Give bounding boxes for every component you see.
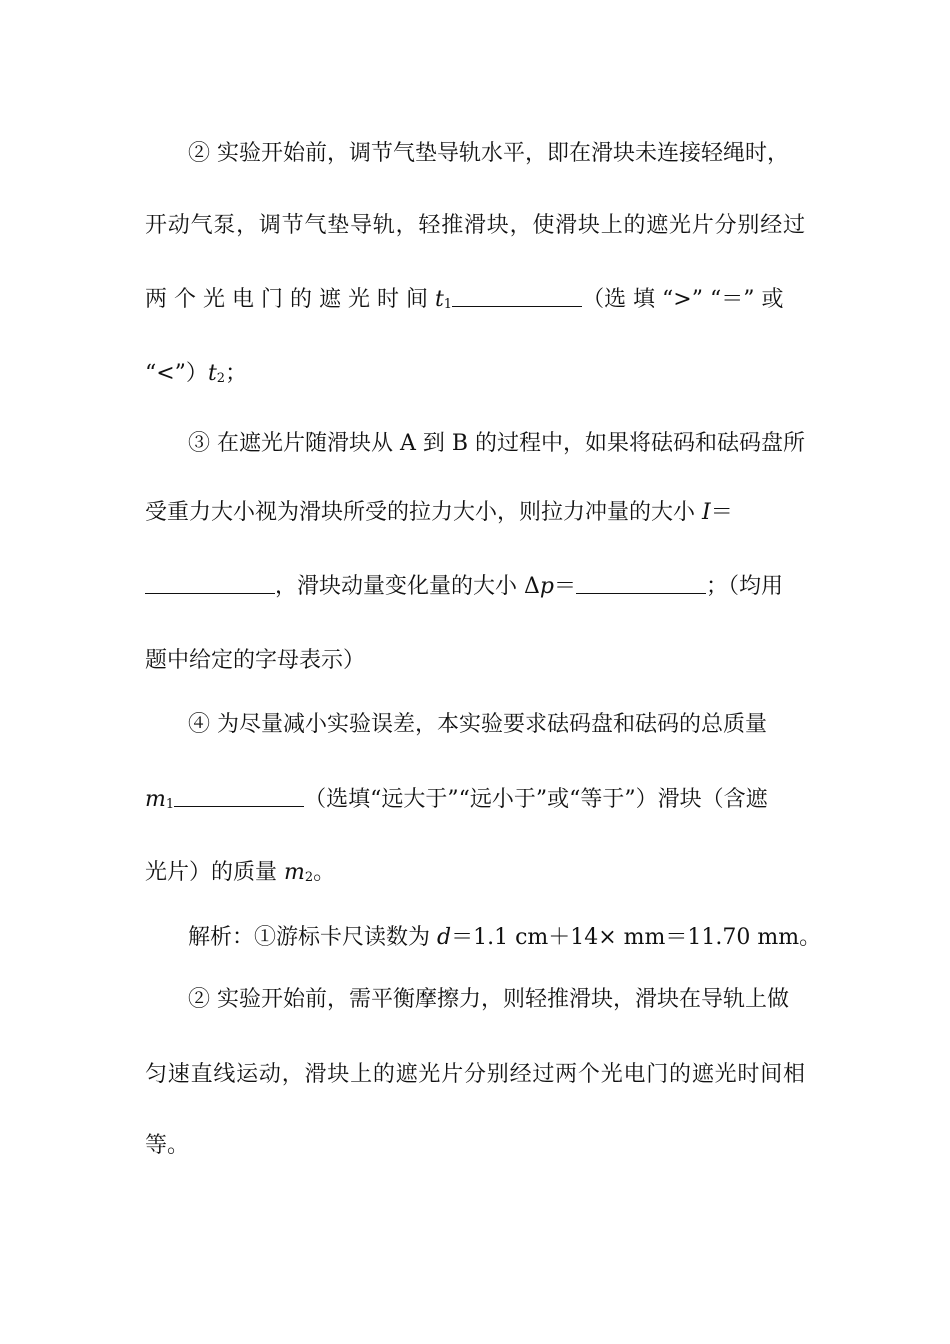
p2-line-1: ② 实验开始前，调节气垫导轨水平，即在滑块未连接轻绳时，	[188, 141, 789, 166]
p4-line-1: ④ 为尽量减小实验误差，本实验要求砝码盘和砝码的总质量	[188, 712, 767, 737]
p3-line-2	[145, 496, 805, 530]
answer-blank-momentum[interactable]	[576, 571, 706, 594]
p4-line-2-text: （选填“远大于”“远小于”或“等于”）滑块（含遮	[304, 787, 768, 812]
var-I: I	[702, 500, 711, 525]
p2-line-3-options: （选 填 “>” “＝” 或	[582, 287, 784, 312]
answer-blank-impulse[interactable]	[145, 571, 275, 594]
solution-reading: ＝1.1 cm＋14× mm＝11.70 mm。	[451, 925, 822, 950]
answer-blank-mass[interactable]	[174, 784, 304, 807]
p2-line-4-option: “<”）	[145, 361, 208, 386]
var-m1: m	[145, 787, 166, 812]
equals-sign: ＝	[553, 574, 576, 599]
p2-line-4	[145, 357, 805, 391]
answer-blank-t[interactable]	[452, 284, 582, 307]
var-d: d	[437, 925, 452, 950]
var-t2: t	[207, 361, 217, 386]
solution-line-3: 匀速直线运动，滑块上的遮光片分别经过两个光电门的遮光时间相	[145, 1062, 805, 1087]
p4-line-3-text: 光片）的质量	[145, 860, 284, 885]
p4-line-2	[145, 783, 805, 817]
p4-line-3-end: 。	[313, 860, 336, 885]
solution-line-1	[188, 921, 822, 955]
p2-line-3-text: 两 个 光 电 门 的 遮 光 时 间	[145, 287, 435, 312]
solution-line-2: ② 实验开始前，需平衡摩擦力，则轻推滑块，滑块在导轨上做	[188, 987, 789, 1012]
var-t1: t	[434, 287, 444, 312]
p3-line-3-end: ；（均用	[706, 574, 784, 599]
subscript-1: 1	[443, 297, 453, 312]
p4-line-3	[145, 856, 805, 890]
solution-line-4: 等。	[145, 1133, 190, 1158]
p3-line-1: ③ 在遮光片随滑块从 A 到 B 的过程中，如果将砝码和砝码盘所	[188, 431, 806, 456]
p3-line-2-text: 受重力大小视为滑块所受的拉力大小，则拉力冲量的大小	[145, 500, 702, 525]
subscript-1: 1	[165, 797, 175, 812]
var-m2: m	[284, 860, 305, 885]
solution-label: 解析：①游标卡尺读数为	[188, 925, 437, 950]
subscript-2: 2	[216, 371, 226, 386]
p3-line-3	[145, 570, 805, 604]
subscript-2: 2	[304, 870, 314, 885]
var-p: p	[539, 574, 554, 599]
p3-line-4: 题中给定的字母表示）	[145, 648, 366, 673]
p3-line-3-text: ，滑块动量变化量的大小 Δ	[275, 574, 540, 599]
equals-sign: ＝	[710, 500, 733, 525]
p2-line-4-end: ；	[225, 361, 248, 386]
p2-line-2: 开动气泵，调节气垫导轨，轻推滑块，使滑块上的遮光片分别经过	[145, 213, 805, 238]
p2-line-3	[145, 283, 805, 317]
